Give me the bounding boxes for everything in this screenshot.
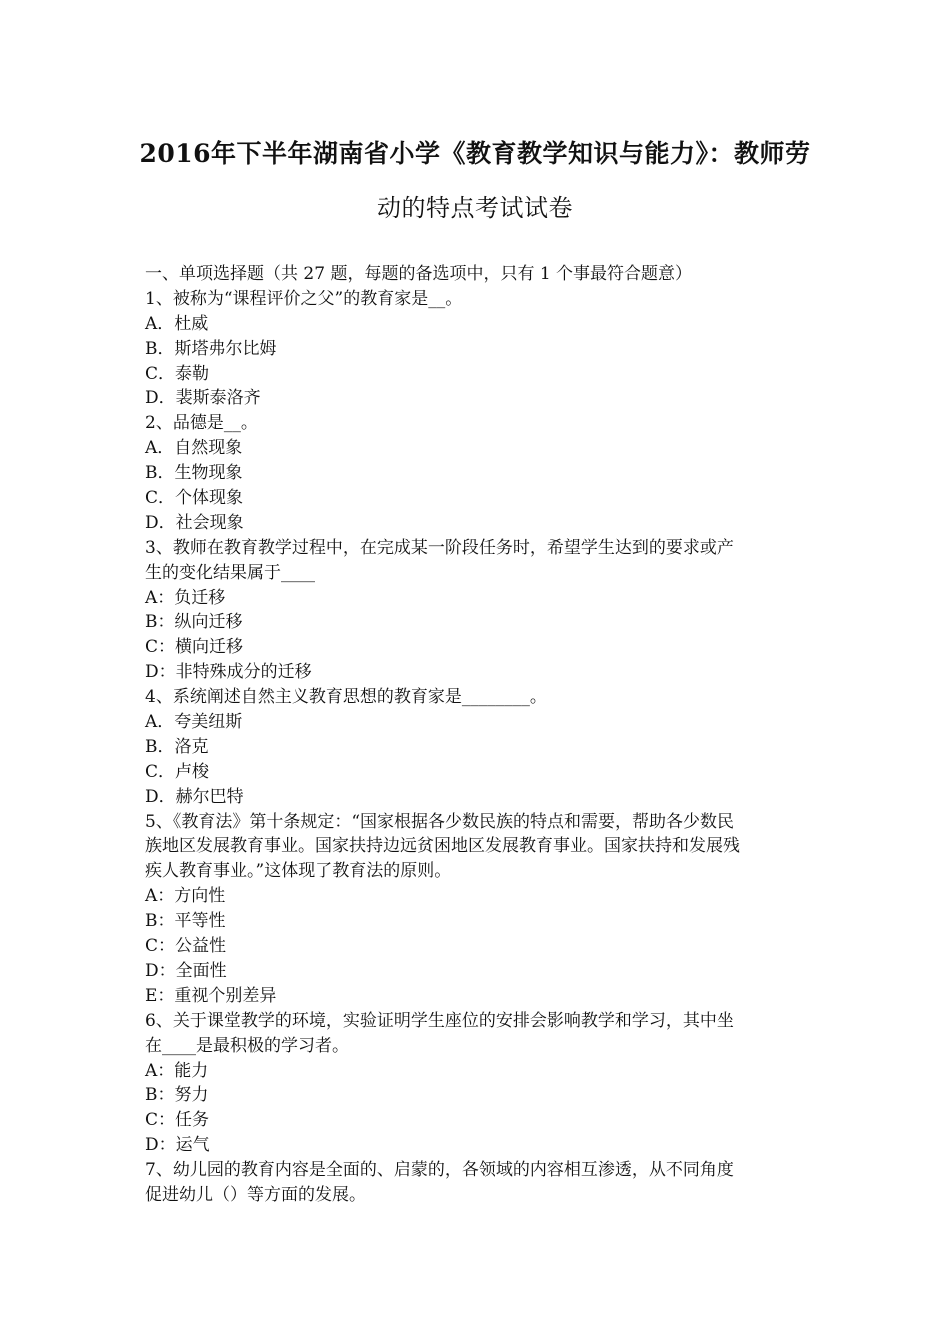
document-line: 生的变化结果属于____: [145, 562, 315, 583]
document-line: 6、关于课堂教学的环境，实验证明学生座位的安排会影响教学和学习，其中坐: [145, 1010, 734, 1031]
document-line: B：纵向迁移: [145, 612, 243, 633]
document-line: 2、品德是__。: [145, 413, 258, 434]
document-line: A：负迁移: [145, 587, 226, 608]
document-line: B．洛克: [145, 736, 209, 757]
document-line: 族地区发展教育事业。国家扶持边远贫困地区发展教育事业。国家扶持和发展残: [145, 836, 740, 857]
document-line: C．卢梭: [145, 761, 210, 782]
document-line: 在____是最积极的学习者。: [145, 1035, 349, 1056]
document-line: B：平等性: [145, 911, 226, 932]
document-line: 7、幼儿园的教育内容是全面的、启蒙的，各领域的内容相互渗透，从不同角度: [145, 1160, 734, 1181]
document-line: B：努力: [145, 1085, 209, 1106]
document-line: D．社会现象: [145, 512, 244, 533]
document-line: C．泰勒: [145, 363, 210, 384]
document-line: A：能力: [145, 1060, 209, 1081]
document-line: D．赫尔巴特: [145, 786, 244, 807]
document-line: 1、被称为“课程评价之父”的教育家是__。: [145, 288, 463, 309]
document-line: D：非特殊成分的迁移: [145, 662, 312, 683]
document-line: D：全面性: [145, 960, 227, 981]
document-line: E：重视个别差异: [145, 985, 277, 1006]
document-line: 3、教师在教育教学过程中，在完成某一阶段任务时，希望学生达到的要求或产: [145, 537, 734, 558]
document-line: A．自然现象: [145, 438, 243, 459]
document-line: B．生物现象: [145, 463, 243, 484]
document-line: A．夸美纽斯: [145, 712, 243, 733]
document-line: 疾人教育事业。”这体现了教育法的原则。: [145, 861, 452, 882]
document-line: A：方向性: [145, 886, 226, 907]
document-line: A．杜威: [145, 313, 209, 334]
document-line: C：公益性: [145, 936, 227, 957]
document-line: 4、系统阐述自然主义教育思想的教育家是________。: [145, 687, 547, 708]
document-body: [145, 262, 810, 1208]
document-line: 5、《教育法》第十条规定：“国家根据各少数民族的特点和需要，帮助各少数民: [145, 811, 735, 832]
document-line: C：任务: [145, 1110, 210, 1131]
document-title-line-1: 2016年下半年湖南省小学《教育教学知识与能力》：教师劳: [139, 139, 811, 168]
document-line: 一、单项选择题（共 27 题，每题的备选项中，只有 1 个事最符合题意）: [145, 264, 693, 284]
document-line: C．个体现象: [145, 488, 244, 509]
document-title-line-2: 动的特点考试试卷: [377, 194, 573, 222]
document-line: 促进幼儿（）等方面的发展。: [145, 1184, 366, 1205]
document-line: C：横向迁移: [145, 637, 244, 658]
document-line: D：运气: [145, 1135, 210, 1156]
document-line: B．斯塔弗尔比姆: [145, 338, 277, 359]
document-line: D．裴斯泰洛齐: [145, 388, 261, 409]
